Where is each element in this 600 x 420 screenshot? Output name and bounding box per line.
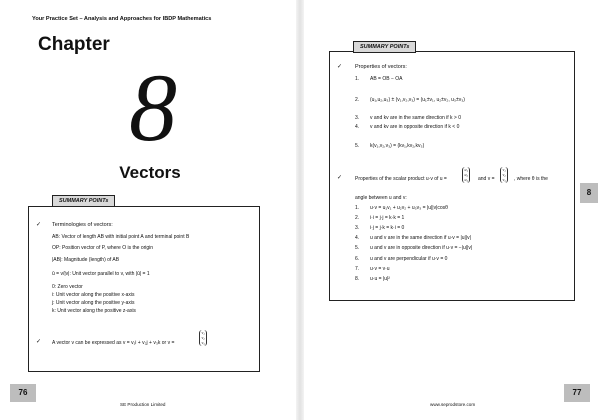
matrix-entry: u₂ [464,172,468,178]
scalar-text: u·u = |u|² [370,276,390,282]
scalar-text: u and v are in the same direction if u·v = |u||v| [370,235,471,241]
scalar-num: 5. [355,245,360,251]
property-num: 1. [355,76,360,82]
term-line: 0: Zero vector [52,284,83,290]
scalar-text: u·v = v·u [370,266,390,272]
chapter-label: Chapter [38,34,110,55]
term-line: OP: Position vector of P, where O is the origin [52,245,154,251]
scalar-num: 8. [355,276,360,282]
term-line: |AB|: Magnitude (length) of AB [52,257,120,263]
property-num: 4. [355,124,360,130]
running-head: Your Practice Set – Analysis and Approaches for IBDP Mathematics [32,16,212,22]
property-text: AB = OB − OA [370,76,403,82]
check-mark-icon: ✓ [337,64,343,70]
scalar-where: , where θ is the [514,176,548,182]
scalar-text: u and v are in opposite direction if u·v = −|u||v| [370,245,473,251]
v-matrix [500,167,508,183]
check-mark-icon: ✓ [36,339,42,345]
component-text: A vector v can be expressed as v = v₁i + v₂j + v₃k or v = [52,340,175,346]
section-heading: Terminologies of vectors: [52,222,113,228]
term-line: k: Unit vector along the positive z-axis [52,308,136,314]
scalar-text: i·j = j·k = k·i = 0 [370,225,405,231]
scalar-cont: angle between u and v: [355,195,407,201]
chapter-number: 8 [129,54,177,161]
matrix-entry: v₁ [201,330,205,335]
term-line: i: Unit vector along the positive x-axis [52,292,135,298]
component-matrix [199,330,207,346]
scalar-num: 4. [355,235,360,241]
property-num: 5. [355,143,360,149]
scalar-num: 2. [355,215,360,221]
property-num: 3. [355,115,360,121]
summary-tag-right: SUMMARY POINTs [353,41,416,53]
book-gutter [296,0,304,420]
scalar-text: i·i = j·j = k·k = 1 [370,215,405,221]
scalar-intro: Properties of the scalar product u·v of u = [355,176,447,182]
u-matrix [462,167,470,183]
property-text: (u₁,u₂,u₃) ± (v₁,v₂,v₃) = (u₁±v₁, u₂±v₂, u₃±v₃) [370,97,465,103]
scalar-and: and v = [478,176,495,182]
matrix-entry: v₃ [201,340,205,346]
chapter-side-tab: 8 [580,183,598,203]
scalar-text: u and v are perpendicular if u·v = 0 [370,256,448,262]
scalar-num: 7. [355,266,360,272]
scalar-num: 1. [355,205,360,211]
check-mark-icon: ✓ [337,175,343,181]
summary-tag-left: SUMMARY POINTs [52,195,115,207]
term-line: û = v/|v|: Unit vector parallel to v, with |û| = 1 [52,271,150,277]
matrix-entry: v₁ [502,167,506,172]
properties-heading: Properties of vectors: [355,64,407,70]
matrix-entry: u₃ [464,177,468,183]
scalar-num: 6. [355,256,360,262]
term-line: j: Unit vector along the positive y-axis [52,300,135,306]
property-text: v and kv are in opposite direction if k < 0 [370,124,460,130]
footer-right: www.seprodstore.com [430,402,476,407]
scalar-num: 3. [355,225,360,231]
property-text: k(v₁,v₂,v₃) = (kv₁,kv₂,kv₃) [370,143,425,149]
scalar-text: u·v = u₁v₁ + u₂v₂ + u₃v₃ = |u||v|cosθ [370,205,448,211]
page-number-right: 77 [564,384,590,402]
property-text: v and kv are in the same direction if k > 0 [370,115,462,121]
matrix-entry: v₂ [502,172,506,178]
property-num: 2. [355,97,360,103]
check-mark-icon: ✓ [36,222,42,228]
chapter-title: Vectors [119,163,181,182]
term-line: AB: Vector of length AB with initial point A and terminal point B [52,234,190,240]
page-number-left: 76 [10,384,36,402]
matrix-entry: v₂ [201,335,205,341]
matrix-entry: v₃ [502,177,506,183]
footer-left: SE Production Limited [120,402,166,407]
matrix-entry: u₁ [464,167,468,172]
